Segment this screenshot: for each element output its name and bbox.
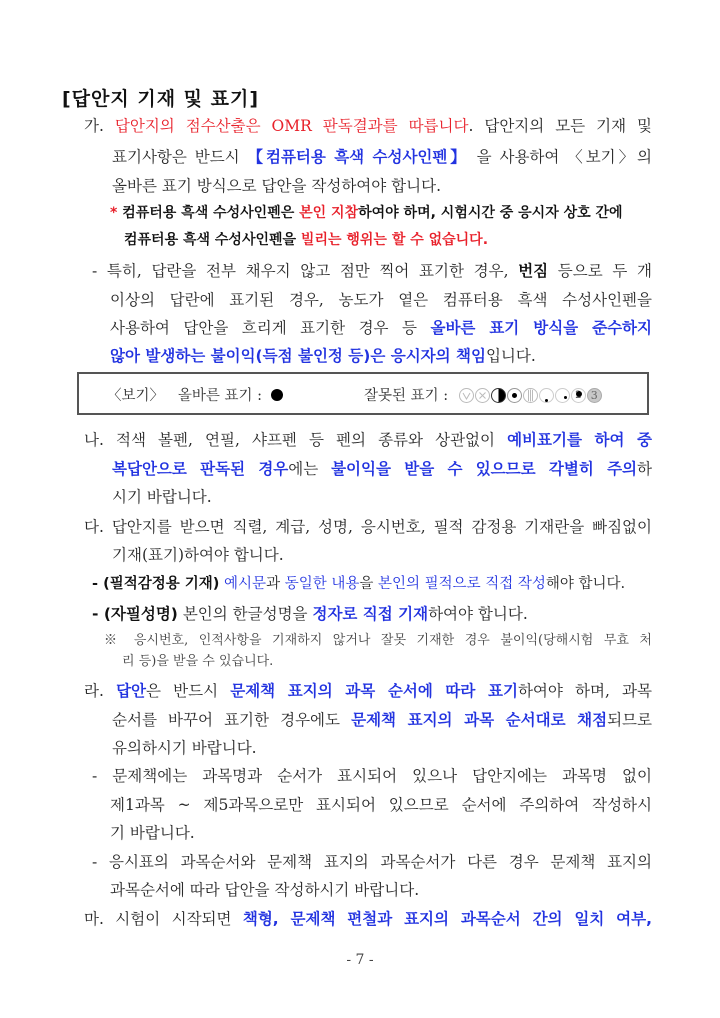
text: 등으로 두 개 xyxy=(548,262,653,280)
highlight-blue: 동일한 내용 xyxy=(284,576,360,592)
ga-dash-line2: 이상의 답란에 표기된 경우, 농도가 옅은 컴퓨터용 흑색 수성사인펜을 xyxy=(110,291,652,309)
item-na-line2 xyxy=(112,459,652,479)
text: 하 xyxy=(637,460,653,478)
correct-label: 올바른 표기 : xyxy=(177,388,262,404)
da-dash1 xyxy=(92,574,625,594)
text: 적색 볼펜, 연필, 샤프펜 등 펜의 종류와 상관없이 xyxy=(116,431,508,449)
text: 은 반드시 xyxy=(146,682,231,700)
text: . 답안지의 모든 기재 및 xyxy=(468,117,652,135)
item-ga-line1 xyxy=(84,116,652,136)
item-ma-line1 xyxy=(84,909,652,929)
bottom-dot-icon xyxy=(539,388,554,403)
text: 순서를 바꾸어 표기한 경우에도 xyxy=(112,711,352,729)
item-marker: 가. xyxy=(84,117,104,135)
text: 입니다. xyxy=(485,347,536,365)
section-title: [답안지 기재 및 표기] xyxy=(62,88,260,110)
text: 에는 xyxy=(288,460,332,478)
item-ga-line2 xyxy=(112,147,652,167)
ga-note-line2 xyxy=(124,230,488,250)
item-marker: 마. xyxy=(84,910,104,928)
asterisk-icon: * xyxy=(110,205,118,221)
x-mark-icon xyxy=(475,388,490,403)
text: 컴퓨터용 흑색 수성사인펜은 xyxy=(122,205,300,221)
item-marker: 나. xyxy=(84,431,104,449)
text: 본인의 한글성명을 xyxy=(177,605,313,623)
ra-dash2-line1: - 응시표의 과목순서와 문제책 표지의 과목순서가 다른 경우 문제책 표지의 xyxy=(92,853,652,871)
text: 하여야 하며, 시험시간 중 응시자 상호 간에 xyxy=(358,205,623,221)
example-label: 〈보기〉 xyxy=(107,388,165,404)
text: 표기사항은 반드시 xyxy=(112,148,248,166)
highlight-blue: 문제책 표지의 과목 순서대로 채점 xyxy=(351,711,608,729)
ra-dash1-line2: 제1과목 ~ 제5과목으로만 표시되어 있으므로 순서에 주의하여 작성하시 xyxy=(110,796,652,814)
text: 사용하여 답안을 흐리게 표기한 경우 등 xyxy=(110,319,431,337)
text: 하여야 합니다. xyxy=(428,605,528,623)
example-correct xyxy=(107,384,283,405)
highlight-blue: 예비표기를 하여 중 xyxy=(507,431,652,449)
item-na-line3: 시기 바랍니다. xyxy=(112,488,212,506)
item-marker: 라. xyxy=(84,682,104,700)
highlight-blue: 올바른 표기 방식을 준수하지 xyxy=(430,319,652,337)
number-three-icon: 3 xyxy=(587,388,602,403)
highlight-blue: 불이익을 받을 수 있으므로 각별히 주의 xyxy=(331,460,638,478)
text: 을 사용하여 〈보기〉의 xyxy=(468,148,652,166)
text: 과 xyxy=(266,576,285,592)
wrong-marks xyxy=(459,388,602,403)
item-da-line2: 기재(표기)하여야 합니다. xyxy=(112,546,284,564)
ra-dash1-line3: 기 바랍니다. xyxy=(110,824,195,842)
center-dot-icon xyxy=(507,388,522,403)
da-note-line2: 리 등)을 받을 수 있습니다. xyxy=(122,654,274,669)
ga-dash-line1 xyxy=(92,261,652,281)
example-box xyxy=(77,372,649,415)
wrong-label: 잘못된 표기 : xyxy=(364,388,449,404)
text: 되므로 xyxy=(607,711,652,729)
highlight-red: 본인 지참 xyxy=(299,205,359,221)
bold-text: - (필적감정용 기재) xyxy=(92,576,220,592)
half-filled-icon xyxy=(491,388,506,403)
example-wrong xyxy=(364,384,602,405)
item-ra-line1 xyxy=(84,681,652,701)
text: 시험이 시작되면 xyxy=(115,910,243,928)
item-na-line1 xyxy=(84,430,652,450)
page-number: - 7 - xyxy=(346,952,374,968)
text: 답안지를 받으면 직렬, 계급, 성명, 응시번호, 필적 감정용 기재란을 빠짐없이 xyxy=(111,518,652,536)
text: 하여야 하며, 과목 xyxy=(517,682,652,700)
filled-circle-icon xyxy=(271,389,283,401)
highlight-blue: 않아 발생하는 불이익(득점 불인정 등)은 응시자의 책임 xyxy=(110,347,486,365)
bold-text: 번짐 xyxy=(518,262,549,280)
bold-text: - (자필성명) xyxy=(92,605,178,623)
highlight-blue: 문제책 표지의 과목 순서에 따라 표기 xyxy=(230,682,518,700)
highlight-blue: 정자로 직접 기재 xyxy=(312,605,429,623)
highlight-blue: 복답안으로 판독된 경우 xyxy=(112,460,289,478)
right-dot-icon xyxy=(555,388,570,403)
item-da-line1 xyxy=(84,517,652,537)
item-ga-line3: 올바른 표기 방식으로 답안을 작성하여야 합니다. xyxy=(112,177,442,195)
da-dash2 xyxy=(92,604,528,624)
ga-dash-line4 xyxy=(110,346,536,366)
partial-two-icon xyxy=(571,388,586,403)
item-marker: 다. xyxy=(84,518,104,536)
ga-dash-line3 xyxy=(110,318,652,338)
highlight-blue: 【컴퓨터용 흑색 수성사인펜】 xyxy=(247,148,469,166)
item-ra-line3: 유의하시기 바랍니다. xyxy=(112,739,257,757)
ra-dash1-line1: - 문제책에는 과목명과 순서가 표시되어 있으나 답안지에는 과목명 없이 xyxy=(92,767,652,785)
ga-note-line1 xyxy=(110,203,623,223)
highlight-red: 빌리는 행위는 할 수 없습니다. xyxy=(300,232,489,248)
text: 을 xyxy=(359,576,378,592)
highlight-blue: 본인의 필적으로 직접 작성 xyxy=(377,576,546,592)
highlight-blue: 책형, 문제책 편철과 표지의 과목순서 간의 일치 여부, xyxy=(242,910,652,928)
ra-dash2-line2: 과목순서에 따라 답안을 작성하시기 바랍니다. xyxy=(110,881,420,899)
text: 해야 합니다. xyxy=(545,576,626,592)
highlight-red: 답안지의 점수산출은 OMR 판독결과를 따릅니다 xyxy=(114,117,469,135)
da-note-line1: ※ 응시번호, 인적사항을 기재하지 않거나 잘못 기재한 경우 불이익(당해시험 무효 처 xyxy=(104,633,652,648)
text: - 특히, 답란을 전부 채우지 않고 점만 찍어 표기한 경우, xyxy=(92,262,519,280)
highlight-blue: 답안 xyxy=(116,682,147,700)
item-ra-line2 xyxy=(112,710,652,730)
vertical-lines-icon xyxy=(523,388,538,403)
text: 컴퓨터용 흑색 수성사인펜을 xyxy=(124,232,301,248)
highlight-blue: 예시문 xyxy=(224,576,267,592)
check-mark-icon xyxy=(459,388,474,403)
